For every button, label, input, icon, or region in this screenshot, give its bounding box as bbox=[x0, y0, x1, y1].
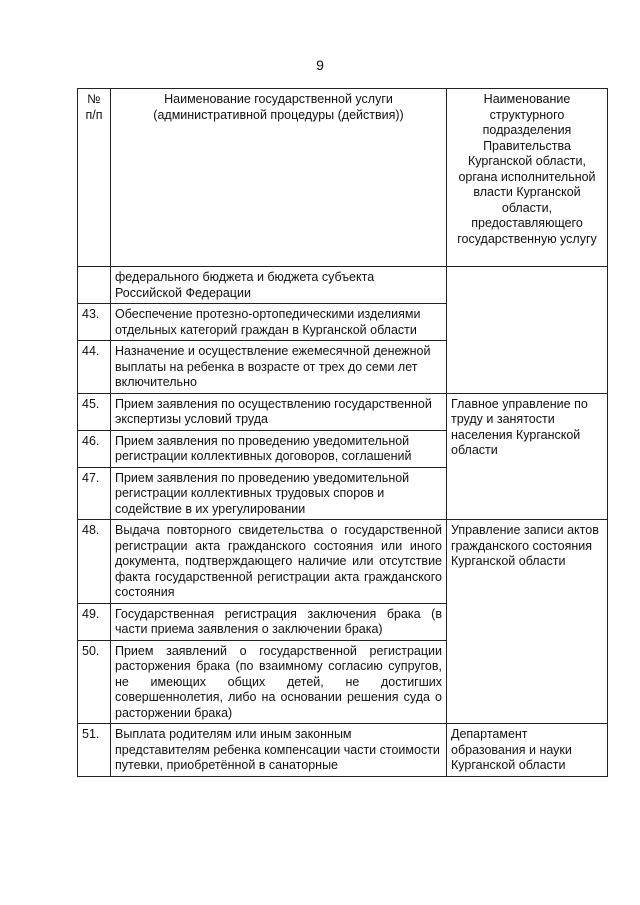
row-number: 43. bbox=[78, 304, 111, 341]
page-number: 9 bbox=[316, 57, 324, 73]
table-row bbox=[78, 520, 608, 604]
row-number: 50. bbox=[78, 640, 111, 724]
row-number bbox=[78, 267, 111, 304]
table-header-row bbox=[78, 89, 608, 267]
header-service-name: Наименование государственной услуги (административной процедуры (действия)) bbox=[111, 89, 447, 267]
row-service: Прием заявления по проведению уведомительной регистрации коллективных договоров, соглашений bbox=[111, 430, 447, 467]
table-row bbox=[78, 267, 608, 304]
row-service: Прием заявлений о государственной регистрации расторжения брака (по взаимному согласию супругов, не имеющих общих детей, не достигших совершеннолетия, либо на основании решения суда о расторжении брака) bbox=[111, 640, 447, 724]
row-service: Прием заявления по осуществлению государственной экспертизы условий труда bbox=[111, 393, 447, 430]
row-service: Назначение и осуществление ежемесячной денежной выплаты на ребенка в возрасте от трех до семи лет включительно bbox=[111, 341, 447, 394]
row-service: Обеспечение протезно-ортопедическими изделиями отдельных категорий граждан в Курганской области bbox=[111, 304, 447, 341]
row-service: Государственная регистрация заключения брака (в части приема заявления о заключении брака) bbox=[111, 603, 447, 640]
row-department: Управление записи актов гражданского состояния Курганской области bbox=[447, 520, 608, 724]
header-department: Наименование структурного подразделения Правительства Курганской области, органа исполнительной власти Курганской области, предоставляющего государственную услугу bbox=[447, 89, 608, 267]
row-number: 44. bbox=[78, 341, 111, 394]
table-row bbox=[78, 724, 608, 777]
row-department: Департамент образования и науки Курганской области bbox=[447, 724, 608, 777]
row-number: 51. bbox=[78, 724, 111, 777]
row-department-empty bbox=[447, 267, 608, 394]
row-number: 46. bbox=[78, 430, 111, 467]
row-service: федерального бюджета и бюджета субъекта Российской Федерации bbox=[111, 267, 447, 304]
header-number: № п/п bbox=[78, 89, 111, 267]
row-number: 49. bbox=[78, 603, 111, 640]
table-row bbox=[78, 393, 608, 430]
row-number: 47. bbox=[78, 467, 111, 520]
row-department: Главное управление по труду и занятости населения Курганской области bbox=[447, 393, 608, 520]
row-service: Прием заявления по проведению уведомительной регистрации коллективных трудовых споров и содействие в их урегулировании bbox=[111, 467, 447, 520]
row-service: Выдача повторного свидетельства о государственной регистрации акта гражданского состояния или иного документа, подтверждающего наличие или отсутствие факта государственной регистрации акта гражданского состояния bbox=[111, 520, 447, 604]
row-number: 48. bbox=[78, 520, 111, 604]
row-service: Выплата родителям или иным законным представителям ребенка компенсации части стоимости путевки, приобретённой в санаторные bbox=[111, 724, 447, 777]
row-number: 45. bbox=[78, 393, 111, 430]
services-table bbox=[77, 88, 608, 777]
